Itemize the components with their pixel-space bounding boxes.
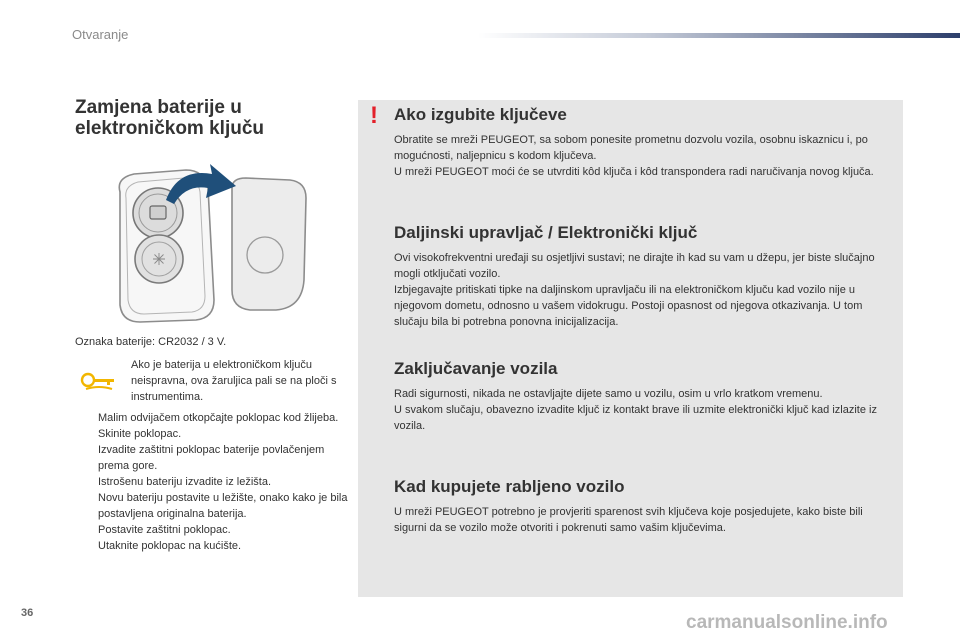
list-item: Utaknite poklopac na kućište. — [98, 540, 242, 552]
page-number: 36 — [21, 607, 34, 619]
list-item: Skinite poklopac. — [98, 428, 182, 440]
locking-section — [394, 359, 896, 434]
section-text: Radi sigurnosti, nikada ne ostavljajte dijete samo u vozilu, osim u vrlo kratkom vremenu. U svakom slučaju, obavezno izvadite ključ iz kontakt brave ili uzmite elektronički ključ kad izlazite iz vozila. — [394, 388, 877, 432]
section-text: U mreži PEUGEOT potrebno je provjeriti sparenost svih ključeva koje posjedujete, kako biste bili sigurni da se vozilo može otvoriti i pokrenuti samo vašim ključevima. — [394, 506, 863, 534]
section-heading: Daljinski upravljač / Elektronički ključ — [394, 223, 698, 242]
header-rule — [478, 33, 960, 38]
removed-cover-shape — [232, 178, 306, 310]
section-title: Otvaranje — [72, 27, 129, 42]
list-item: Novu bateriju postavite u ležište, onako kako je bila postavljena originalna baterija. — [98, 492, 348, 520]
warning-lamp-note — [75, 357, 345, 405]
list-item: Malim odvijačem otkopčajte poklopac kod žlijeba. — [98, 412, 339, 424]
list-item: Izvadite zaštitni poklopac baterije povlačenjem prema gore. — [98, 444, 325, 472]
lost-keys-section — [394, 105, 896, 180]
used-vehicle-section — [394, 477, 896, 536]
warning-lamp-text: Ako je baterija u elektroničkom ključu neispravna, ova žaruljica pali se na ploči s instrumentima. — [131, 359, 337, 403]
key-warning-lamp-icon — [80, 371, 118, 391]
list-item: Postavite zaštitni poklopac. — [98, 524, 231, 536]
section-text: Ovi visokofrekventni uređaji su osjetljivi sustavi; ne dirajte ih kad su vam u džepu, jer biste slučajno mogli otključati vozilo. Izbjegavajte pritiskati tipke na daljinskom upravljaču ili na elektroničkom ključu kad vozilo nije u njegovom dometu, odnosno u vašem vidokrugu. Postoji opasnost od njegova otkazivanja. U tom slučaju bila bi potrebna ponovna inicijalizacija. — [394, 252, 875, 328]
section-heading: Zaključavanje vozila — [394, 359, 558, 378]
section-heading: Ako izgubite ključeve — [394, 105, 567, 124]
page-title: Zamjena baterije u elektroničkom ključu — [75, 97, 265, 139]
battery-steps-list — [75, 410, 350, 554]
section-heading: Kad kupujete rabljeno vozilo — [394, 477, 625, 496]
list-item: Istrošenu bateriju izvadite iz ležišta. — [98, 476, 272, 488]
key-battery-illustration — [100, 160, 320, 325]
section-text: Obratite se mreži PEUGEOT, sa sobom ponesite prometnu dozvolu vozila, osobnu iskaznicu i, po mogućnosti, naljepnicu s kodom ključeva. U mreži PEUGEOT moći će se utvrditi kôd ključa i kôd transpondera radi naručivanja novog ključa. — [394, 134, 874, 178]
watermark: carmanualsonline.info — [686, 612, 888, 633]
exclamation-icon: ! — [370, 102, 378, 129]
remote-key-section — [394, 223, 896, 330]
battery-type-label: Oznaka baterije: CR2032 / 3 V. — [75, 336, 227, 348]
